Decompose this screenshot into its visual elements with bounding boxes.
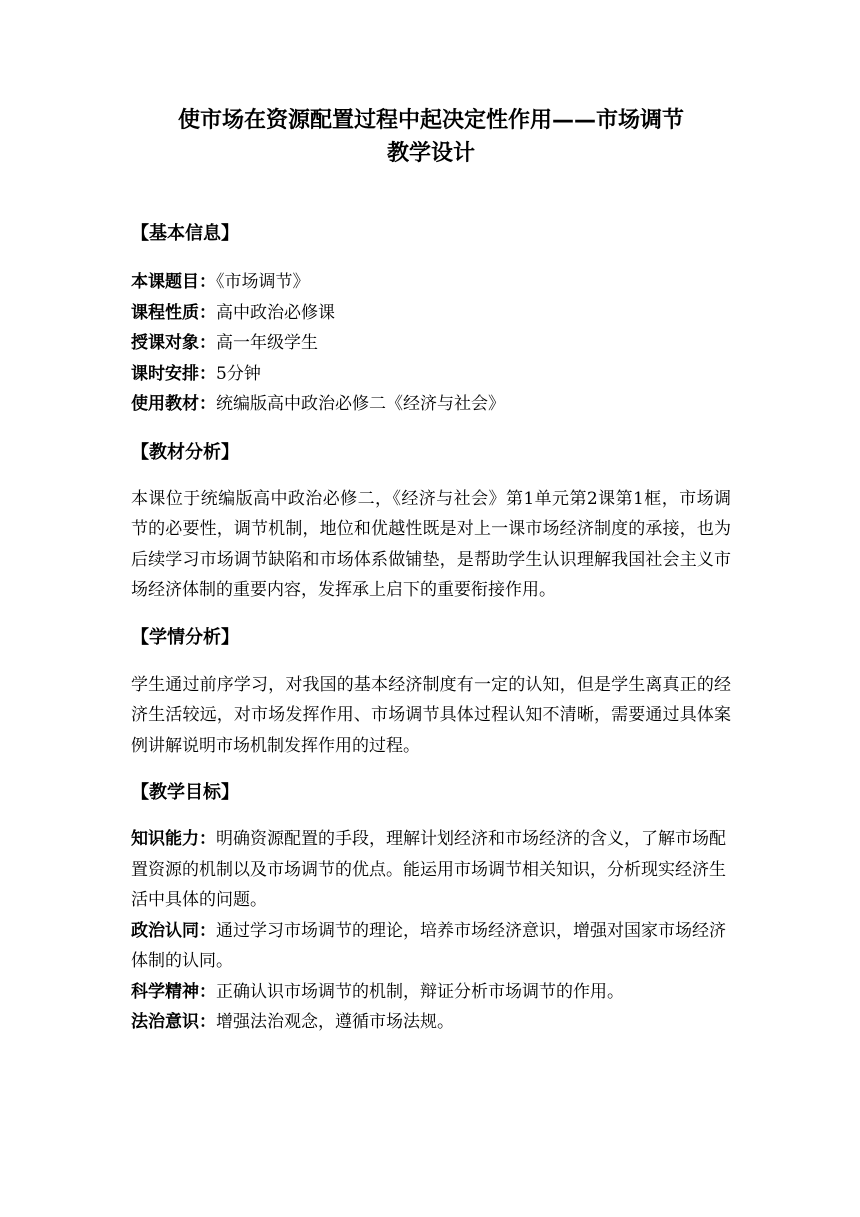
goal-row-political — [131, 916, 731, 977]
student-analysis-paragraph: 学生通过前序学习，对我国的基本经济制度有一定的认知，但是学生离真正的经济生活较远，对市场发挥作用、市场调节具体过程认知不清晰，需要通过具体案例讲解说明市场机制发挥作用的过程。 — [131, 674, 731, 756]
goal-label: 科学精神： — [131, 981, 216, 1002]
document-page — [131, 104, 731, 1038]
info-label: 课时安排： — [131, 363, 216, 384]
basic-info-list — [131, 267, 731, 420]
info-row-audience — [131, 328, 731, 359]
goal-row-knowledge — [131, 824, 731, 916]
goal-value: 增强法治观念，遵循市场法规。 — [216, 1012, 454, 1032]
title-line-2: 教学设计 — [386, 141, 475, 166]
info-row-course-type — [131, 298, 731, 329]
goal-label: 法治意识： — [131, 1012, 216, 1032]
title-line-1: 使市场在资源配置过程中起决定性作用——市场调节 — [177, 108, 684, 133]
goal-row-law — [131, 1007, 731, 1038]
teaching-goals-list — [131, 824, 731, 1038]
section-heading-student-analysis: 【学情分析】 — [131, 626, 239, 648]
document-title — [131, 104, 731, 170]
goal-label: 知识能力： — [131, 829, 216, 849]
section-heading-material-analysis: 【教材分析】 — [131, 441, 239, 463]
goal-value: 明确资源配置的手段，理解计划经济和市场经济的含义，了解市场配置资源的机制以及市场调节的优点。能运用市场调节相关知识，分析现实经济生活中具体的问题。 — [131, 829, 726, 910]
section-heading-teaching-goals: 【教学目标】 — [131, 782, 239, 803]
info-label: 课程性质： — [131, 302, 216, 323]
info-label: 使用教材： — [131, 394, 216, 414]
info-label: 本课题目： — [131, 272, 216, 292]
info-value: 5分钟 — [216, 363, 261, 384]
info-row-textbook — [131, 389, 731, 420]
section-heading-basic-info: 【基本信息】 — [131, 223, 239, 244]
info-value: 高一年级学生 — [216, 333, 318, 353]
goal-value: 正确认识市场调节的机制，辩证分析市场调节的作用。 — [216, 981, 624, 1002]
goal-row-science — [131, 977, 731, 1008]
info-label: 授课对象： — [131, 333, 216, 353]
material-analysis-paragraph: 本课位于统编版高中政治必修二，《经济与社会》第1单元第2课第1框，市场调节的必要性，调节机制，地位和优越性既是对上一课市场经济制度的承接，也为后续学习市场调节缺陷和市场体系做铺垫，是帮助学生认识理解我国社会主义市场经济体制的重要内容，发挥承上启下的重要衔接作用。 — [131, 488, 731, 600]
info-value: 《市场调节》 — [216, 272, 310, 292]
info-row-topic — [131, 267, 731, 298]
goal-value: 通过学习市场调节的理论，培养市场经济意识，增强对国家市场经济体制的认同。 — [131, 920, 726, 971]
goal-label: 政治认同： — [131, 920, 216, 941]
info-value: 统编版高中政治必修二《经济与社会》 — [216, 394, 505, 414]
info-row-duration — [131, 359, 731, 390]
info-value: 高中政治必修课 — [216, 302, 335, 323]
